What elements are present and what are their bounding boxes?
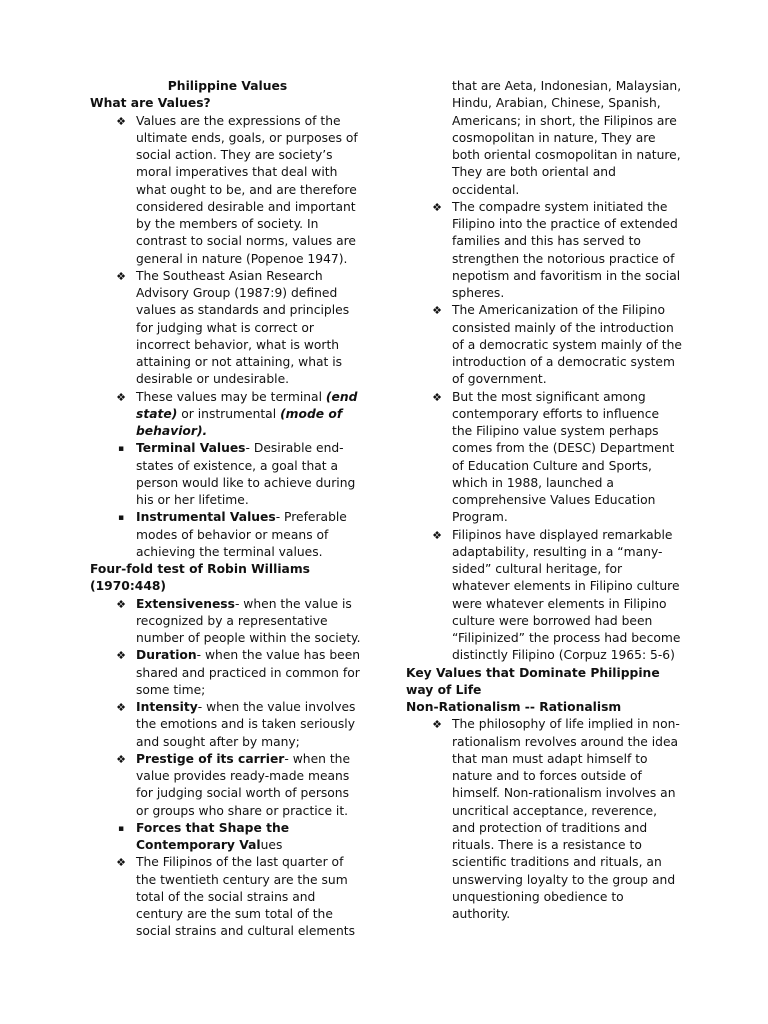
list-item <box>406 199 682 303</box>
term-label-rest: ues <box>260 838 283 852</box>
term-label: Duration <box>136 648 197 663</box>
list-item <box>90 389 365 441</box>
list-item <box>90 509 365 561</box>
paragraph-text: The compadre system initiated the Filipino into the practice of extended families and this has served to strengthen the notorious practice of nepotism and favoritism in the social spheres. <box>452 199 681 300</box>
paragraph-text: Filipinos have displayed remarkable adaptability, resulting in a “many-sided” cultural heritage, for whatever elements in Filipino culture were whatever elements in Filipino culture were borrowed had been “Filipinized” the process had become distinctly Filipino (Corpuz 1965: 5-6) <box>452 527 681 663</box>
paragraph-text: Values are the expressions of the ultimate ends, goals, or purposes of social action. They are society’s moral imperatives that deal with what ought to be, and are therefore considered desirable and important by the members of society. In contrast to social norms, values are general in nature (Popenoe 1947). <box>136 113 358 266</box>
list-item <box>406 302 682 388</box>
diamond-bullet-icon: ❖ <box>116 114 126 128</box>
diamond-bullet-icon: ❖ <box>432 200 442 214</box>
paragraph-text: These values may be terminal <box>136 389 326 404</box>
emphasis-text: (end state) <box>136 389 358 421</box>
diamond-bullet-icon: ❖ <box>116 752 126 766</box>
heading-four-fold-test: Four-fold test of Robin Williams (1970:448) <box>90 562 310 594</box>
list-item <box>90 820 365 855</box>
term-label: Prestige of its carrier <box>136 751 285 766</box>
diamond-bullet-icon: ❖ <box>116 856 126 870</box>
list-item <box>90 699 365 751</box>
diamond-bullet-icon: ❖ <box>116 269 126 283</box>
paragraph-text: The Filipinos of the last quarter of the twentieth century are the sum total of the social strains and century are the sum total of the social strains and cultural elements <box>136 855 355 939</box>
term-definition: - when the value involves the emotions and is taken seriously and sought after by many; <box>136 700 356 749</box>
term-definition: - when the value provides ready-made means for judging social worth of persons or groups who share or practice it. <box>136 751 351 818</box>
term-label: Instrumental Values <box>136 510 276 525</box>
diamond-bullet-icon: ❖ <box>116 649 126 663</box>
list-item <box>406 716 682 923</box>
right-column <box>406 78 682 923</box>
term-label: Terminal Values <box>136 441 246 456</box>
term-definition: - when the value is recognized by a representative number of people within the society. <box>136 596 361 645</box>
continued-paragraph: that are Aeta, Indonesian, Malaysian, Hindu, Arabian, Chinese, Spanish, Americans; in short, the Filipinos are cosmopolitan in nature, They are both oriental cosmopolitan in nature, They are both oriental and occidental. <box>452 79 682 197</box>
paragraph-text: The Southeast Asian Research Advisory Group (1987:9) defined values as standards and principles for judging what is correct or incorrect behavior, what is worth attaining or not attaining, what is desirable or undesirable. <box>136 268 350 387</box>
diamond-bullet-icon: ❖ <box>432 528 442 542</box>
paragraph-text: or instrumental <box>177 406 281 421</box>
heading-what-are-values: What are Values? <box>90 96 211 111</box>
term-definition: - Preferable modes of behavior or means of achieving the terminal values. <box>136 510 347 559</box>
list-item <box>90 596 365 648</box>
term-label: Extensiveness <box>136 596 235 611</box>
list-item <box>90 113 365 268</box>
diamond-bullet-icon: ❖ <box>432 304 442 318</box>
square-bullet-icon: ▪ <box>117 444 125 455</box>
diamond-bullet-icon: ❖ <box>116 701 126 714</box>
paragraph-text: The philosophy of life implied in non-rationalism revolves around the idea that man must adapt himself to nature and to forces outside of himself. Non-rationalism involves an uncritical acceptance, reverence, and protection of traditions and rituals. There is a resistance to scientific traditions and rituals, an unswerving loyalty to the group and unquestioning obedience to authority. <box>452 717 680 921</box>
square-bullet-icon: ▪ <box>117 513 125 524</box>
left-column <box>90 78 365 941</box>
heading-non-rationalism: Non-Rationalism -- Rationalism <box>406 700 622 714</box>
diamond-bullet-icon: ❖ <box>432 718 442 732</box>
term-label: Forces that Shape the Contemporary Val <box>136 820 290 852</box>
paragraph-text: But the most significant among contemporary efforts to influence the Filipino value system perhaps comes from the (DESC) Department of Education Culture and Sports, which in 1988, launched a comprehensive Values Education Program. <box>452 389 675 525</box>
term-label: Intensity <box>136 700 198 714</box>
list-item <box>90 268 365 389</box>
square-bullet-icon: ▪ <box>117 823 125 834</box>
diamond-bullet-icon: ❖ <box>116 390 126 404</box>
heading-key-values: Key Values that Dominate Philippine way of Life <box>406 665 660 697</box>
diamond-bullet-icon: ❖ <box>116 597 126 611</box>
list-item <box>90 647 365 699</box>
term-definition: - when the value has been shared and practiced in common for some time; <box>136 648 361 697</box>
list-item <box>90 751 365 820</box>
list-item <box>90 854 365 940</box>
list-item <box>90 440 365 509</box>
list-item <box>406 527 682 665</box>
list-item <box>406 389 682 527</box>
diamond-bullet-icon: ❖ <box>432 390 442 404</box>
paragraph-text: The Americanization of the Filipino consisted mainly of the introduction of a democratic system mainly of the introduction of a democratic system of government. <box>452 303 682 387</box>
term-definition: - Desirable end-states of existence, a goal that a person would like to achieve during his or her lifetime. <box>136 441 356 507</box>
emphasis-text: (mode of behavior). <box>136 406 343 438</box>
document-title: Philippine Values <box>167 79 288 93</box>
